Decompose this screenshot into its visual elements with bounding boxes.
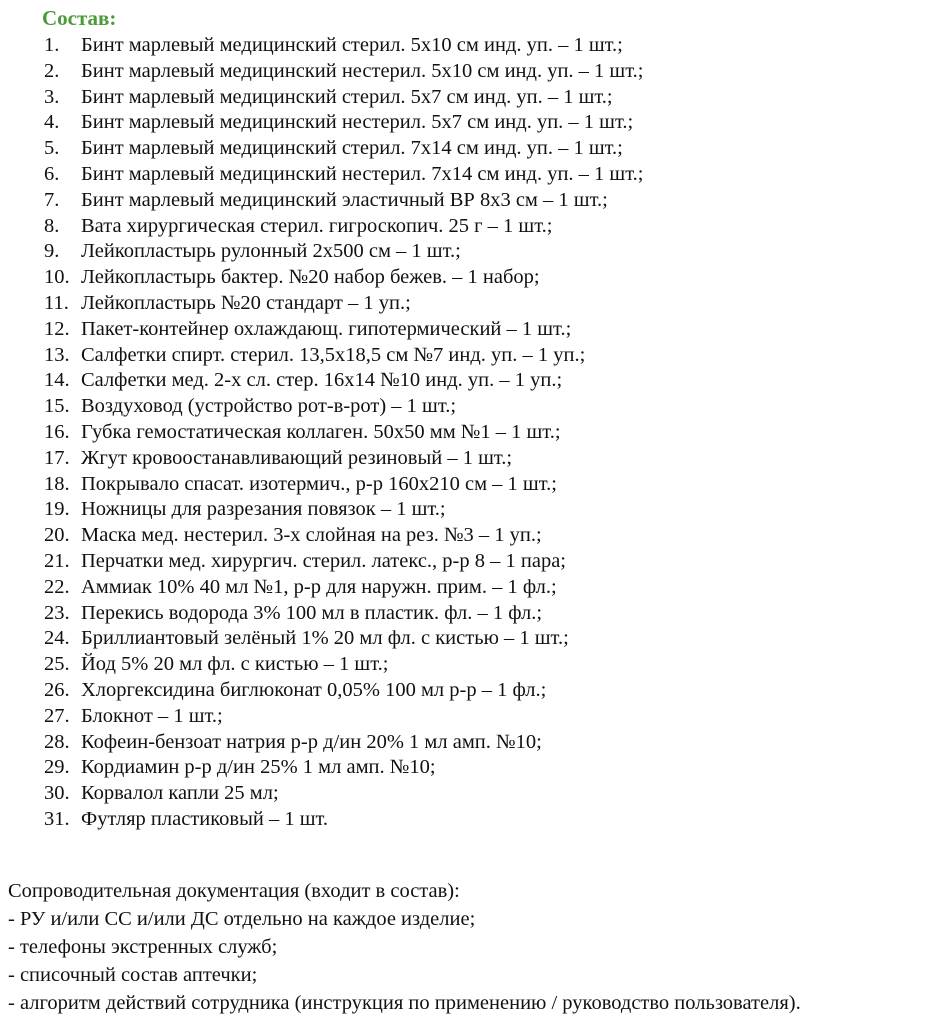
documentation-line: - РУ и/или СС и/или ДС отдельно на каждое изделие; [8, 908, 476, 930]
list-item-number: 13. [44, 343, 70, 366]
list-item-number: 20. [44, 524, 70, 547]
list-item-number: 14. [44, 369, 70, 392]
documentation-line: - алгоритм действий сотрудника (инструкция по применению / руководство пользователя). [8, 992, 801, 1014]
list-item-text: Кордиамин р-р д/ин 25% 1 мл амп. №10; [81, 756, 436, 779]
list-item-number: 6. [44, 162, 60, 185]
list-item-number: 18. [44, 472, 70, 495]
list-item-number: 4. [44, 111, 60, 134]
list-item-text: Салфетки спирт. стерил. 13,5х18,5 см №7 инд. уп. – 1 уп.; [81, 343, 586, 366]
list-item-text: Лейкопластырь рулонный 2х500 см – 1 шт.; [81, 240, 461, 263]
list-item-number: 5. [44, 137, 60, 160]
list-item-text: Бинт марлевый медицинский стерил. 5х10 см инд. уп. – 1 шт.; [81, 34, 623, 56]
list-item-text: Губка гемостатическая коллаген. 50х50 мм №1 – 1 шт.; [81, 420, 561, 443]
list-item-number: 24. [44, 627, 70, 650]
list-item-number: 25. [44, 653, 70, 676]
list-item-number: 2. [44, 59, 60, 82]
list-item-text: Вата хирургическая стерил. гигроскопич. 25 г – 1 шт.; [81, 214, 553, 237]
list-item-number: 28. [44, 730, 70, 753]
list-item-text: Кофеин-бензоат натрия р-р д/ин 20% 1 мл амп. №10; [81, 730, 542, 753]
list-item-text: Бинт марлевый медицинский стерил. 5х7 см инд. уп. – 1 шт.; [81, 85, 613, 108]
list-item-number: 11. [44, 291, 69, 314]
list-item-number: 8. [44, 214, 60, 237]
list-item-text: Бинт марлевый медицинский нестерил. 5х7 см инд. уп. – 1 шт.; [81, 111, 634, 134]
list-item-number: 31. [44, 807, 70, 830]
list-item-number: 10. [44, 266, 70, 289]
list-item-text: Лейкопластырь №20 стандарт – 1 уп.; [81, 291, 411, 314]
list-item-text: Лейкопластырь бактер. №20 набор бежев. – 1 набор; [81, 266, 540, 289]
list-item-text: Воздуховод (устройство рот-в-рот) – 1 шт.; [81, 395, 457, 418]
list-item-text: Ножницы для разрезания повязок – 1 шт.; [81, 498, 446, 521]
list-item-number: 9. [44, 240, 60, 263]
list-item-text: Перчатки мед. хирургич. стерил. латекс., р-р 8 – 1 пара; [81, 549, 566, 572]
list-item-text: Бриллиантовый зелёный 1% 20 мл фл. с кистью – 1 шт.; [81, 627, 569, 650]
documentation-title: Сопроводительная документация (входит в состав): [8, 880, 460, 902]
list-item-number: 21. [44, 549, 70, 572]
list-item-text: Покрывало спасат. изотермич., р-р 160х210 см – 1 шт.; [81, 472, 557, 495]
list-item-number: 15. [44, 395, 70, 418]
list-item-text: Пакет-контейнер охлаждающ. гипотермический – 1 шт.; [81, 317, 572, 340]
list-item-number: 29. [44, 756, 70, 779]
list-item-number: 23. [44, 601, 70, 624]
list-item-text: Аммиак 10% 40 мл №1, р-р для наружн. прим. – 1 фл.; [81, 575, 557, 598]
list-item-text: Перекись водорода 3% 100 мл в пластик. фл. – 1 фл.; [81, 601, 543, 624]
list-item-text: Салфетки мед. 2-х сл. стер. 16х14 №10 инд. уп. – 1 уп.; [81, 369, 563, 392]
list-item-text: Хлоргексидина биглюконат 0,05% 100 мл р-р – 1 фл.; [81, 678, 547, 701]
documentation-section [8, 877, 801, 1017]
list-item-text: Бинт марлевый медицинский нестерил. 7х14 см инд. уп. – 1 шт.; [81, 162, 644, 185]
list-item-number: 30. [44, 782, 70, 805]
list-item-number: 16. [44, 420, 70, 443]
list-item-number: 3. [44, 85, 60, 108]
list-item-text: Бинт марлевый медицинский эластичный ВР 8х3 см – 1 шт.; [81, 188, 608, 211]
list-item-number: 26. [44, 678, 70, 701]
list-item-number: 1. [44, 34, 60, 56]
composition-heading: Состав: [42, 6, 117, 30]
list-item-number: 17. [44, 446, 70, 469]
list-item-number: 27. [44, 704, 70, 727]
list-item-number: 7. [44, 188, 60, 211]
list-item-text: Маска мед. нестерил. 3-х слойная на рез. №3 – 1 уп.; [81, 524, 542, 547]
list-item-text: Бинт марлевый медицинский нестерил. 5х10 см инд. уп. – 1 шт.; [81, 59, 644, 82]
list-item-text: Корвалол капли 25 мл; [81, 782, 279, 805]
list-item-number: 19. [44, 498, 70, 521]
list-item-number: 12. [44, 317, 70, 340]
list-item-text: Бинт марлевый медицинский стерил. 7х14 см инд. уп. – 1 шт.; [81, 137, 623, 160]
list-item-text: Блокнот – 1 шт.; [81, 704, 223, 727]
list-item-text: Футляр пластиковый – 1 шт. [81, 807, 329, 830]
list-item-number: 22. [44, 575, 70, 598]
documentation-line: - телефоны экстренных служб; [8, 936, 278, 958]
list-item-text: Жгут кровоостанавливающий резиновый – 1 шт.; [81, 446, 513, 469]
documentation-line: - списочный состав аптечки; [8, 964, 258, 986]
list-item-text: Йод 5% 20 мл фл. с кистью – 1 шт.; [81, 653, 389, 676]
